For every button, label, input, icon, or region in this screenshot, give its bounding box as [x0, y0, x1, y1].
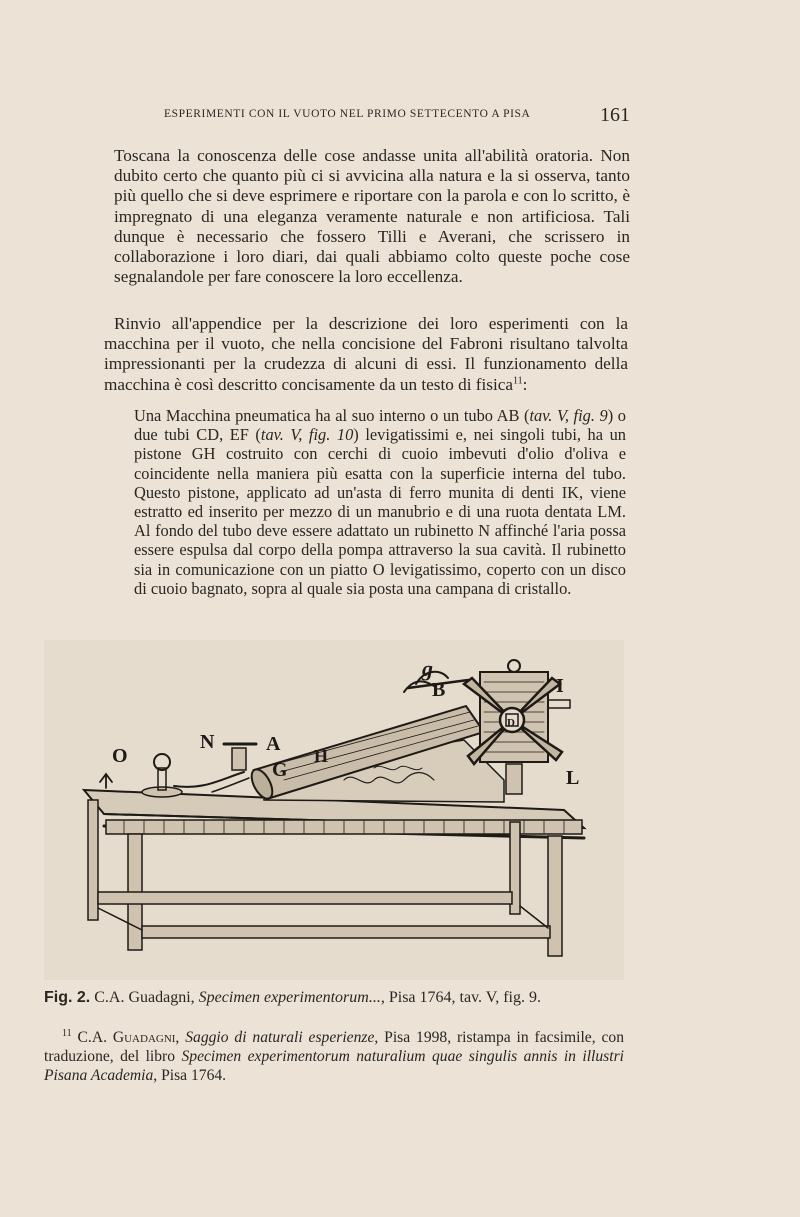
footnote-text-1: , Pisa 1998, ristampa in facsimile, con traduzione, del libro: [44, 1029, 624, 1065]
footnote-11: [44, 1028, 624, 1085]
fig-letter-b: B: [432, 679, 446, 701]
footnote-number: 11: [62, 1027, 72, 1039]
quote-ref-1: tav. V, fig. 9: [529, 406, 608, 425]
fig-letter-h: H: [314, 746, 329, 766]
figure-caption: [44, 988, 624, 1008]
fig-letter-n: N: [200, 731, 215, 753]
fig-letter-g: G: [272, 759, 288, 781]
footnote-ref: 11: [513, 374, 523, 386]
paragraph-1: Toscana la conoscenza delle cose andasse unita all'abilità oratoria. Non dubito certo che quanto più ci si avvicina alla natura e la si osserva, tanto più quello che si deve esprimere e riportare con la parola e con lo scritto, è impregnato di una eleganza veramente naturale e non artificiosa. Tali dunque è necessario che fossero Tilli e Averani, che scrissero in collaborazione i loro diari, dai quali abbiamo colto queste poche cose segnalandole per fare conoscere la loro eccellenza.: [114, 146, 630, 287]
air-pump-engraving: [44, 640, 624, 980]
fig-letter-a: A: [266, 733, 281, 755]
quote-text-3: ) levigatissimi e, nei singoli tubi, ha un pistone GH costruito con cerchi di cuoio imbevuti d'olio d'oliva e coincidente nella maniera più esatta con la superficie interna del tubo. Questo pistone, applicato ad un'asta di ferro munita di denti IK, viene estratto ed inserito per mezzo di un manubrio e di una ruota dentata LM. Al fondo del tubo deve essere adattato un rubinetto N affinché l'aria possa essere espulsa dal corpo della pompa attraverso la sua cavità. Il rubinetto sia in comunicazione con un piatto O levigatissimo, coperto con un disco di cuoio bagnato, sopra al quale sia posta una campana di cristallo.: [134, 425, 626, 598]
quote-ref-2: tav. V, fig. 10: [260, 425, 354, 445]
fig-letter-g-small: g: [422, 656, 433, 681]
footnote-title-1: Saggio di naturali esperienze: [185, 1029, 375, 1046]
figure-air-pump: [44, 640, 624, 980]
fig-letter-d: D: [507, 717, 515, 729]
page-header: [150, 104, 630, 126]
caption-author: C.A. Guadagni,: [94, 989, 195, 1006]
quote-text-2: ) o due tubi CD, EF (: [134, 406, 626, 445]
fig-letter-o: O: [112, 745, 128, 767]
block-quote: [134, 406, 626, 598]
paragraph-2-text: Rinvio all'appendice per la descrizione dei loro esperimenti con la macchina per il vuoto, che nella concisione del Fabroni risultano talvolta impressionanti per la crudezza di alcuni di essi. Il funzionamento della macchina è così descritto concisamente da un testo di fisica: [104, 314, 628, 394]
page-number: 161: [600, 104, 630, 126]
running-title: ESPERIMENTI CON IL VUOTO NEL PRIMO SETTECENTO A PISA: [164, 108, 531, 120]
footnote-title-2: Specimen experimentorum naturalium quae singulis annis in illustri Pisana Academia: [44, 1048, 624, 1084]
caption-rest: , Pisa 1764, tav. V, fig. 9.: [380, 989, 541, 1006]
paragraph-2-end: :: [522, 374, 528, 394]
fig-letter-i: I: [556, 675, 564, 697]
paragraph-2: [104, 314, 628, 395]
fig-letter-l: L: [566, 767, 580, 789]
caption-title: Specimen experimentorum...: [198, 989, 381, 1006]
footnote-author: C.A. Guadagni,: [77, 1029, 180, 1046]
figure-label: Fig. 2.: [44, 989, 91, 1006]
footnote-text-2: , Pisa 1764.: [153, 1067, 227, 1084]
quote-text-1: Una Macchina pneumatica ha al suo interno o un tubo AB (: [134, 406, 530, 425]
